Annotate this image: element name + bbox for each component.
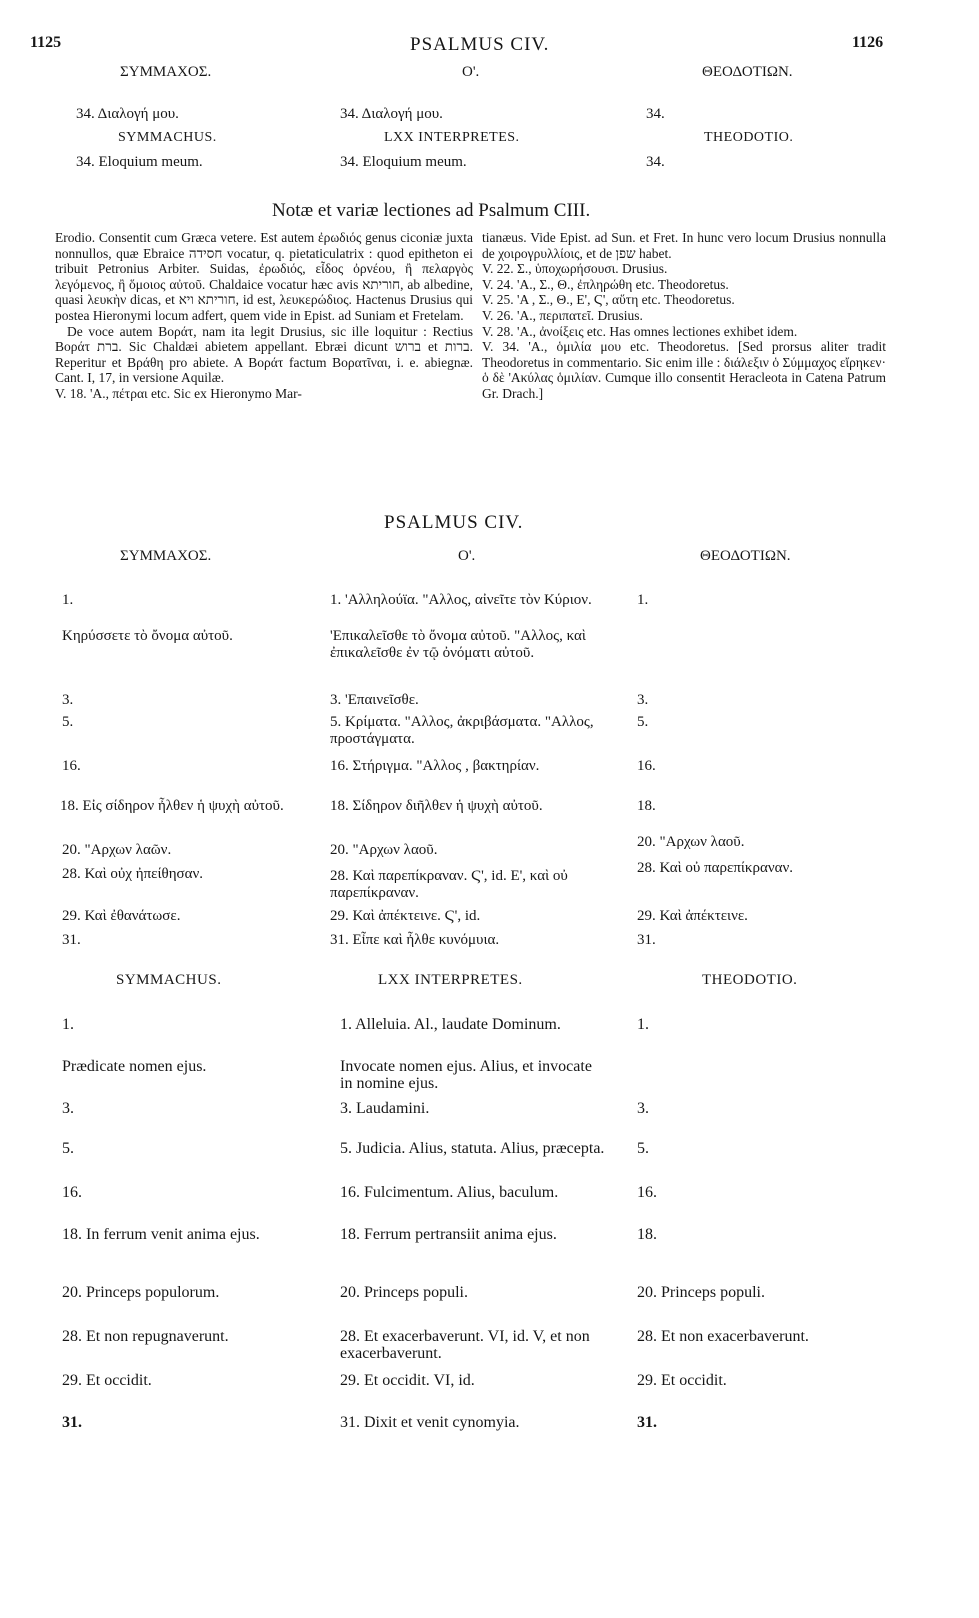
lat-theodotion-cell: 31. <box>637 1414 657 1431</box>
gr-lxx-cell: 16. Στήριγμα. "Αλλος , βακτηρίαν. <box>330 758 540 774</box>
gr-lxx-cell: 3. 'Επαινεῖσθε. <box>330 692 419 708</box>
lat-symmachus-cell: 20. Princeps populorum. <box>62 1284 220 1301</box>
lat-theodotion-cell: 28. Et non exacerbaverunt. <box>637 1328 809 1345</box>
gr-theodotion-cell: 1. <box>637 592 649 608</box>
lat-theodotion-cell: 16. <box>637 1184 657 1201</box>
col-head-theodotion-lat: THEODOTIO. <box>704 130 794 145</box>
gr-lxx-cell: 18. Σίδηρον διῆλθεν ἡ ψυχὴ αὐτοῦ. <box>330 798 543 814</box>
page-title: PSALMUS CIV. <box>410 34 550 55</box>
note-paragraph: V. 34. 'Α., ὁμιλία μου etc. Theodoretus. [Sed prorsus aliter tradit Theodoretus in commentario. Sic enim ille : διάλεξιν ὁ Σύμμαχος εἴρηκεν· ὁ δὲ 'Ακύλας ὁμιλίαν. Cumque illo consentit Heracleota in Catena Patrum Gr. Drach.] <box>482 339 886 401</box>
notes-title: Notæ et variæ lectiones ad Psalmum CIII. <box>272 200 591 221</box>
row-34-symmachus-lat: 34. Eloquium meum. <box>76 154 203 170</box>
row-34-symmachus-gr: 34. Διαλογή μου. <box>76 106 179 122</box>
gr-theodotion-cell: 28. Καὶ οὐ παρεπίκραναν. <box>637 860 793 876</box>
lat-symmachus-cell: 18. In ferrum venit anima ejus. <box>62 1226 260 1243</box>
gr-lxx-cell: 28. Καὶ παρεπίκραναν. Ϛ', id. Ε', καὶ οὐ παρεπίκραναν. <box>330 868 568 901</box>
lat-symmachus-cell: 1. <box>62 1016 74 1033</box>
lat-lxx-cell: 16. Fulcimentum. Alius, baculum. <box>340 1184 559 1201</box>
lat-symmachus-cell: 28. Et non repugnaverunt. <box>62 1328 229 1345</box>
lat-lxx-cell: 1. Alleluia. Al., laudate Dominum. <box>340 1016 561 1033</box>
lat-symmachus-cell: Prædicate nomen ejus. <box>62 1058 207 1075</box>
lat-lxx-cell: Invocate nomen ejus. Alius, et invocate in nomine ejus. <box>340 1058 592 1092</box>
gr-symmachus-cell: 18. Εἰς σίδηρον ἦλθεν ἡ ψυχὴ αὐτοῦ. <box>60 798 284 814</box>
psalm-col-head-symmachus-gr: ΣΥΜΜΑΧΟΣ. <box>120 548 212 564</box>
lat-theodotion-cell: 29. Et occidit. <box>637 1372 727 1389</box>
psalm-col-head-lxx-lat: LXX INTERPRETES. <box>378 972 523 988</box>
gr-symmachus-cell: 5. <box>62 714 74 730</box>
lat-theodotion-cell: 1. <box>637 1016 649 1033</box>
gr-theodotion-cell: 31. <box>637 932 656 948</box>
col-head-lxx-gr: Ο'. <box>462 64 480 80</box>
gr-theodotion-cell: 16. <box>637 758 656 774</box>
lat-theodotion-cell: 18. <box>637 1226 657 1243</box>
lat-lxx-cell: 18. Ferrum pertransiit anima ejus. <box>340 1226 557 1243</box>
lat-lxx-cell: 31. Dixit et venit cynomyia. <box>340 1414 520 1431</box>
note-paragraph: V. 18. 'Α., πέτραι etc. Sic ex Hieronymo Mar- <box>55 385 302 401</box>
lat-theodotion-cell: 20. Princeps populi. <box>637 1284 765 1301</box>
col-head-symmachus-lat: SYMMACHUS. <box>118 130 217 145</box>
note-paragraph: tianæus. Vide Epist. ad Sun. et Fret. In hunc vero locum Drusius nonnulla de χοιρογρυλλίοις, et de שפן habet. <box>482 230 886 261</box>
gr-symmachus-cell: 16. <box>62 758 81 774</box>
col-head-symmachus-gr: ΣΥΜΜΑΧΟΣ. <box>120 64 212 80</box>
note-paragraph: V. 26. 'Α., περιπατεῖ. Drusius. <box>482 307 643 323</box>
psalm-col-head-symmachus-lat: SYMMACHUS. <box>116 972 222 988</box>
lat-lxx-cell: 5. Judicia. Alius, statuta. Alius, præcepta. <box>340 1140 605 1157</box>
right-page-number: 1126 <box>852 34 884 51</box>
lat-symmachus-cell: 16. <box>62 1184 82 1201</box>
gr-lxx-cell: 29. Καὶ ἀπέκτεινε. Ϛ', id. <box>330 908 481 924</box>
lat-lxx-cell: 20. Princeps populi. <box>340 1284 468 1301</box>
lat-symmachus-cell: 3. <box>62 1100 74 1117</box>
lat-lxx-cell: 29. Et occidit. VI, id. <box>340 1372 475 1389</box>
gr-symmachus-cell: 3. <box>62 692 74 708</box>
note-paragraph: V. 25. 'Α , Σ., Θ., Ε', Ϛ', αὕτη etc. Theodoretus. <box>482 292 735 308</box>
note-paragraph: Erodio. Consentit cum Græca vetere. Est autem ἐρωδιός genus ciconiæ juxta nonnullos, quæ Ebraice חסידה vocatur, q. pietaticulatrix : quod epitheton ei tribuit Petronius Arbiter. Suidas, ἐρωδιός, εἶδος ὀρνέου, ἢ πελαργὸς λεγόμενος, ἢ ὅμοιος αὐτοῦ. Chaldaice vocatur hæc avis חוריתא, ab albedine, quasi λευκὴν dicas, et חוריתא ויא, id est, λευκερώδιος. Hactenus Drusius qui postea Hieronymi locum adfert, quem vide in Epist. ad Suniam et Fretelam. <box>55 230 474 323</box>
row-34-lxx-lat: 34. Eloquium meum. <box>340 154 467 170</box>
row-34-lxx-gr: 34. Διαλογή μου. <box>340 106 443 122</box>
col-head-lxx-lat: LXX INTERPRETES. <box>384 130 520 145</box>
gr-symmachus-cell: 20. "Αρχων λαῶν. <box>62 842 172 858</box>
gr-symmachus-cell: Κηρύσσετε τὸ ὄνομα αὐτοῦ. <box>62 628 233 644</box>
col-head-theodotion-gr: ΘΕΟΔΟΤΙΩΝ. <box>702 64 793 80</box>
gr-theodotion-cell: 20. "Αρχων λαοῦ. <box>637 834 745 850</box>
lat-lxx-cell: 3. Laudamini. <box>340 1100 430 1117</box>
lat-theodotion-cell: 5. <box>637 1140 649 1157</box>
psalm-title: PSALMUS CIV. <box>384 512 524 533</box>
left-page-number: 1125 <box>30 34 62 51</box>
note-paragraph: V. 24. 'Α., Σ., Θ., ἐπληρώθη etc. Theodoretus. <box>482 276 729 292</box>
lat-theodotion-cell: 3. <box>637 1100 649 1117</box>
notes-right-column <box>482 230 886 402</box>
lat-lxx-cell: 28. Et exacerbaverunt. VI, id. V, et non exacerbaverunt. <box>340 1328 590 1362</box>
gr-symmachus-cell: 28. Καὶ οὐχ ἠπείθησαν. <box>62 866 204 882</box>
psalm-col-head-theodotion-gr: ΘΕΟΔΟΤΙΩΝ. <box>700 548 791 564</box>
gr-theodotion-cell: 18. <box>637 798 656 814</box>
gr-lxx-cell: 'Επικαλεῖσθε τὸ ὄνομα αὐτοῦ. "Αλλος, καὶ ἐπικαλεῖσθε ἐν τῷ ὀνόματι αὐτοῦ. <box>330 628 586 661</box>
gr-symmachus-cell: 29. Καὶ ἐθανάτωσε. <box>62 908 181 924</box>
row-34-theodotion-gr: 34. <box>646 106 665 122</box>
gr-lxx-cell: 20. "Αρχων λαοῦ. <box>330 842 438 858</box>
lat-symmachus-cell: 5. <box>62 1140 74 1157</box>
notes-left-column <box>55 230 473 402</box>
psalm-col-head-lxx-gr: Ο'. <box>458 548 476 564</box>
gr-theodotion-cell: 29. Καὶ ἀπέκτεινε. <box>637 908 748 924</box>
psalm-col-head-theodotion-lat: THEODOTIO. <box>702 972 798 988</box>
gr-symmachus-cell: 1. <box>62 592 74 608</box>
gr-symmachus-cell: 31. <box>62 932 81 948</box>
lat-symmachus-cell: 31. <box>62 1414 82 1431</box>
gr-theodotion-cell: 5. <box>637 714 649 730</box>
gr-theodotion-cell: 3. <box>637 692 649 708</box>
note-paragraph: V. 22. Σ., ὑποχωρήσουσι. Drusius. <box>482 261 668 277</box>
gr-lxx-cell: 5. Κρίματα. "Αλλος, ἀκριβάσματα. "Αλλος, προστάγματα. <box>330 714 594 747</box>
note-paragraph: De voce autem Βοράτ, nam ita legit Drusius, sic ille loquitur : Rectius Βοράτ ברת. Sic Chaldæi abietem appellant. Ebræi dicunt ברוש et ברות. Reperitur et Βράθη pro abiete. A Βοράτ factum Βορατῖναι, i. e. abiegnæ. Cant. I, 17, in versione Aquilæ. <box>55 323 473 386</box>
row-34-theodotion-lat: 34. <box>646 154 665 170</box>
lat-symmachus-cell: 29. Et occidit. <box>62 1372 152 1389</box>
note-paragraph: V. 28. 'Α., ἀνοίξεις etc. Has omnes lectiones exhibet idem. <box>482 323 798 339</box>
gr-lxx-cell: 1. 'Αλληλούϊα. "Αλλος, αἰνεῖτε τὸν Κύριον. <box>330 592 592 608</box>
gr-lxx-cell: 31. Εἶπε καὶ ἦλθε κυνόμυια. <box>330 932 500 948</box>
